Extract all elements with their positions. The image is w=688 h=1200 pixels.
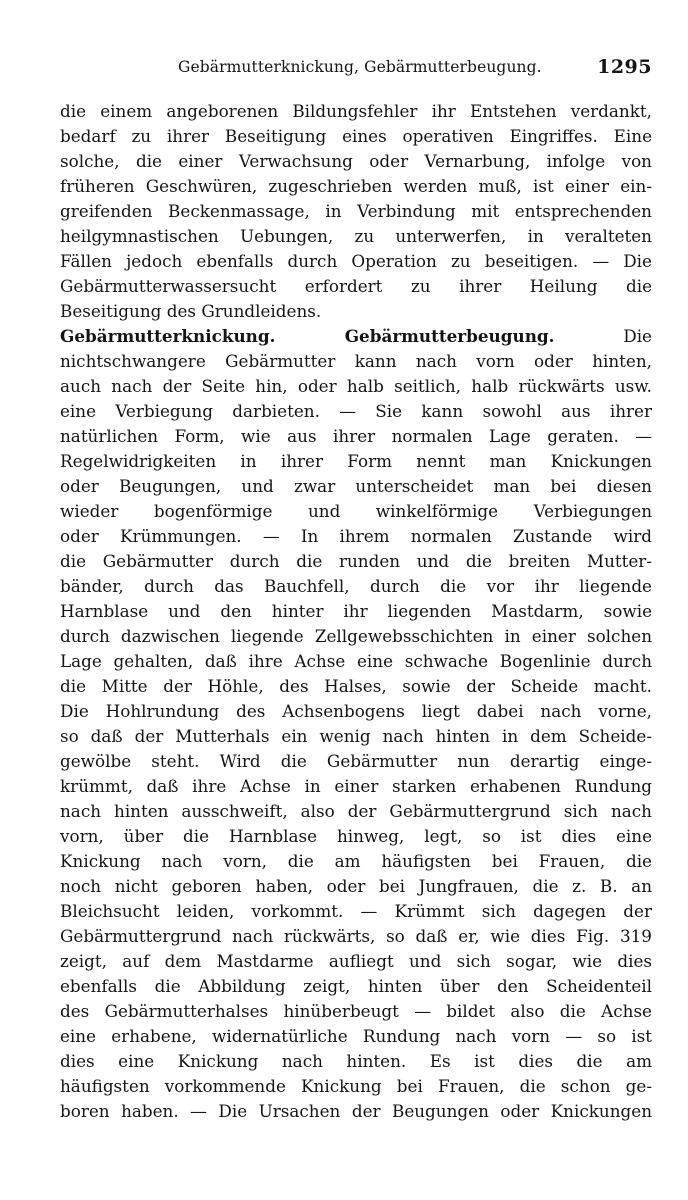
text-line: wieder bogenförmige und winkelförmige Verbiegungen (60, 501, 652, 521)
text-line: nach hinten ausschweift, also der Gebärmuttergrund sich nach (60, 801, 652, 821)
text-line: bänder, durch das Bauchfell, durch die vor ihr liegende (60, 576, 652, 596)
text-line: Bleichsucht leiden, vorkommt. — Krümmt sich dagegen der (60, 901, 652, 921)
running-title: Gebärmutterknickung, Gebärmutterbeugung. (178, 58, 542, 76)
text-line: Die Hohlrundung des Achsenbogens liegt dabei nach vorne, (60, 701, 652, 721)
text-line: Harnblase und den hinter ihr liegenden Mastdarm, sowie (60, 601, 652, 621)
text-line: gewölbe steht. Wird die Gebärmutter nun derartig einge- (60, 751, 652, 771)
text-line: dies eine Knickung nach hinten. Es ist dies die am (60, 1051, 652, 1071)
section-heading: Gebärmutterknickung. Gebärmutterbeugung. (60, 326, 555, 346)
text-line: Lage gehalten, daß ihre Achse eine schwache Bogenlinie durch (60, 651, 652, 671)
page-number: 1295 (597, 56, 652, 78)
text-line: auch nach der Seite hin, oder halb seitlich, halb rückwärts usw. (60, 376, 652, 396)
text-line: zeigt, auf dem Mastdarme aufliegt und sich sogar, wie dies (60, 951, 652, 971)
text-line: früheren Geschwüren, zugeschrieben werden muß, ist einer ein- (60, 176, 652, 196)
text-line: nichtschwangere Gebärmutter kann nach vorn oder hinten, (60, 351, 652, 371)
text-line: eine erhabene, widernatürliche Rundung nach vorn — so ist (60, 1026, 652, 1046)
text-line: heilgymnastischen Uebungen, zu unterwerfen, in veralteten (60, 226, 652, 246)
text-line: die einem angeborenen Bildungsfehler ihr Entstehen verdankt, (60, 101, 652, 121)
text-line: greifenden Beckenmassage, in Verbindung mit entsprechenden (60, 201, 652, 221)
text-line: die Gebärmutter durch die runden und die breiten Mutter- (60, 551, 652, 571)
text-line: natürlichen Form, wie aus ihrer normalen Lage geraten. — (60, 426, 652, 446)
text-line: Beseitigung des Grundleidens. (60, 301, 322, 321)
text-line: vorn, über die Harnblase hinweg, legt, so ist dies eine (60, 826, 652, 846)
text-line: häufigsten vorkommende Knickung bei Frauen, die schon ge- (60, 1076, 652, 1096)
text-line: eine Verbiegung darbieten. — Sie kann sowohl aus ihrer (60, 401, 652, 421)
text-line: Regelwidrigkeiten in ihrer Form nennt man Knickungen (60, 451, 652, 471)
text-line: Fällen jedoch ebenfalls durch Operation zu beseitigen. — Die (60, 251, 652, 271)
text-line: oder Krümmungen. — In ihrem normalen Zustande wird (60, 526, 652, 546)
text-line: ebenfalls die Abbildung zeigt, hinten über den Scheidenteil (60, 976, 652, 996)
running-header (60, 56, 652, 84)
text-line: oder Beugungen, und zwar unterscheidet man bei diesen (60, 476, 652, 496)
paragraph-knickung (60, 324, 652, 1124)
body-text (60, 99, 652, 1124)
text-line: Gebärmuttergrund nach rückwärts, so daß er, wie dies Fig. 319 (60, 926, 652, 946)
text-line: boren haben. — Die Ursachen der Beugungen oder Knickungen (60, 1101, 652, 1121)
text-line: des Gebärmutterhalses hinüberbeugt — bildet also die Achse (60, 1001, 652, 1021)
text-line: bedarf zu ihrer Beseitigung eines operativen Eingriffes. Eine (60, 126, 652, 146)
text-line: krümmt, daß ihre Achse in einer starken erhabenen Rundung (60, 776, 652, 796)
text-line: solche, die einer Verwachsung oder Vernarbung, infolge von (60, 151, 652, 171)
text-line: Knickung nach vorn, die am häufigsten bei Frauen, die (60, 851, 652, 871)
paragraph-hydrometra (60, 99, 652, 324)
text-line: so daß der Mutterhals ein wenig nach hinten in dem Scheide- (60, 726, 652, 746)
heading-continuation: Die (623, 326, 652, 346)
text-line: die Mitte der Höhle, des Halses, sowie der Scheide macht. (60, 676, 652, 696)
text-line: noch nicht geboren haben, oder bei Jungfrauen, die z. B. an (60, 876, 652, 896)
text-line-with-heading (60, 324, 652, 349)
text-line: Gebärmutterwassersucht erfordert zu ihrer Heilung die (60, 276, 652, 296)
text-line: durch dazwischen liegende Zellgewebsschichten in einer solchen (60, 626, 652, 646)
